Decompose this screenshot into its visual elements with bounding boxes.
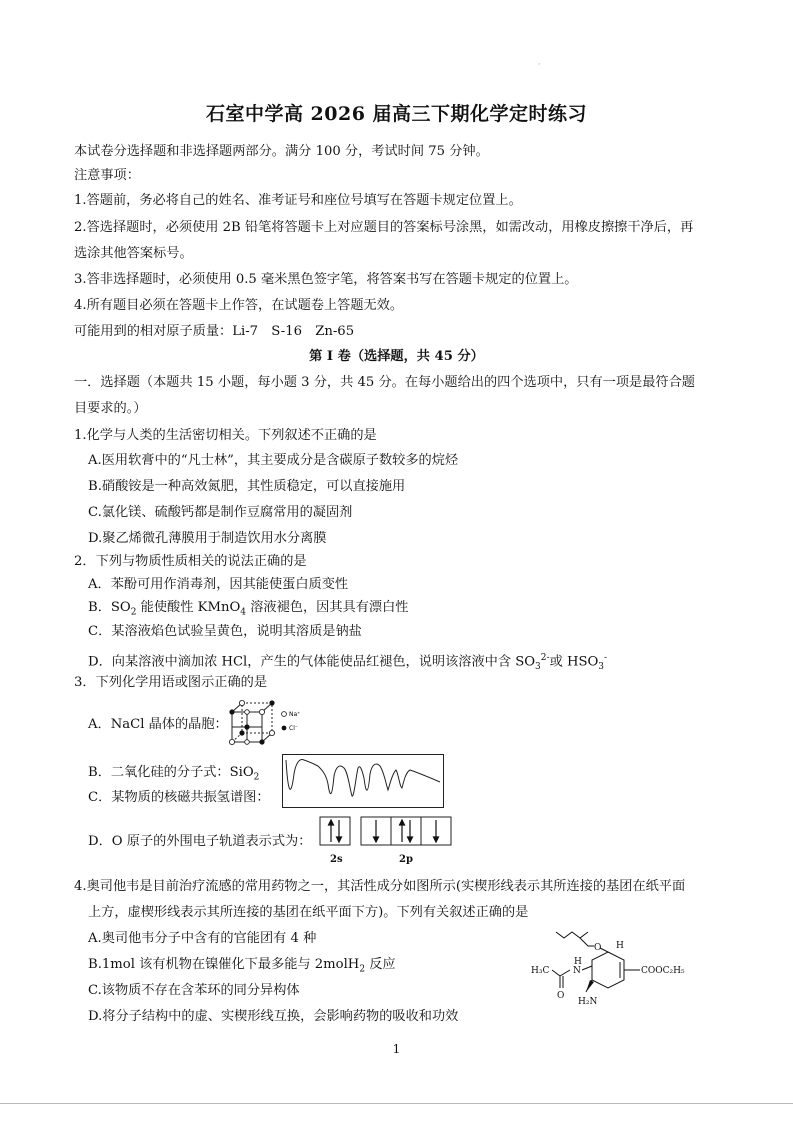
section-title: 第 I 卷（选择题，共 45 分） (309, 349, 484, 364)
q1-option-b: B.硝酸铵是一种高效氮肥，其性质稳定，可以直接施用 (88, 479, 406, 494)
mol-carbonyl-o: O (557, 991, 565, 1001)
q1-option-d: D.聚乙烯微孔薄膜用于制造饮用水分离膜 (88, 531, 327, 546)
q2-option-b: B．$SO_2$ 能使酸性 KMnO$_4$ 溶液褪色，因其具有漂白性 (88, 600, 409, 618)
orbital-label-2s: 2s (330, 854, 343, 865)
q3-option-d: D．O 原子的外围电子轨道表示式为： (88, 834, 312, 849)
nmr-spectrum-figure (282, 754, 444, 808)
q2-stem: 2．下列与物质性质相关的说法正确的是 (74, 554, 307, 569)
mol-o: O (594, 943, 602, 953)
note-3: 3.答非选择题时，必须使用 0.5 毫米黑色签字笔，将答案书写在答题卡规定的位置上。 (74, 272, 578, 287)
q2-option-d: D．向某溶液中滴加浓 HCl，产生的气体能使品红褪色，说明该溶液中含 $SO_3^{2-}$或 $HSO_3^-$ (88, 653, 608, 673)
q1-option-c: C.氯化镁、硫酸钙都是制作豆腐常用的凝固剂 (88, 505, 353, 520)
q4-stem: 4.奥司他韦是目前治疗流感的常用药物之一，其活性成分如图所示(实楔形线表示其所连接的基团在纸平面 (74, 879, 686, 894)
section-instruction-cont: 目要求的。） (74, 401, 147, 416)
page-mark: · (538, 60, 541, 69)
legend-cl: Cl⁻ (289, 725, 299, 732)
q2-option-a: A．苯酚可用作消毒剂，因其能使蛋白质变性 (88, 577, 349, 592)
notes-header: 注意事项： (74, 168, 140, 183)
q3-stem: 3．下列化学用语或图示正确的是 (74, 675, 268, 690)
q4-option-c: C.该物质不存在含苯环的同分异构体 (88, 983, 300, 998)
q1-stem: 1.化学与人类的生活密切相关。下列叙述不正确的是 (74, 428, 377, 443)
page-title: 石室中学高 2026 届高三下期化学定时练习 (205, 103, 588, 125)
q3-option-b: B．二氧化硅的分子式：SiO$_2$ (88, 765, 260, 783)
q4-option-a: A.奥司他韦分子中含有的官能团有 4 种 (88, 931, 317, 946)
note-1: 1.答题前，务必将自己的姓名、准考证号和座位号填写在答题卡规定位置上。 (74, 193, 522, 208)
q1-option-a: A.医用软膏中的“凡士林”，其主要成分是含碳原子数较多的烷烃 (88, 453, 459, 468)
q4-option-b: B.1mol 该有机物在镍催化下最多能与 2molH$_2$ 反应 (88, 957, 396, 975)
legend-na: Na⁺ (289, 711, 301, 718)
atomic-mass: 可能用到的相对原子质量：Li-7 S-16 Zn-65 (74, 324, 355, 339)
page-number: 1 (392, 1042, 401, 1056)
nacl-unit-cell-figure (226, 698, 308, 750)
q3-option-a: A．NaCl 晶体的晶胞： (88, 717, 228, 732)
q3-option-c: C．某物质的核磁共振氢谱图： (88, 790, 270, 805)
q4-stem-cont: 上方，虚楔形线表示其所连接的基团在纸平面下方)。下列有关叙述正确的是 (88, 905, 529, 920)
mol-nh2: H₂N (578, 997, 598, 1007)
intro-text: 本试卷分选择题和非选择题两部分。满分 100 分，考试时间 75 分钟。 (74, 144, 489, 159)
note-2: 2.答选择题时，必须使用 2B 铅笔将答题卡上对应题目的答案标号涂黑，如需改动，用橡皮擦擦干净后，再 (74, 220, 694, 235)
section-instruction: 一．选择题（本题共 15 小题，每小题 3 分，共 45 分。在每小题给出的四个选项中，只有一项是最符合题 (74, 375, 695, 390)
q2-option-c: C．某溶液焰色试验呈黄色，说明其溶质是钠盐 (88, 624, 362, 639)
mol-h: H (616, 941, 624, 951)
orbital-diagram-figure (319, 816, 454, 846)
note-4: 4.所有题目必须在答题卡上作答，在试题卷上答题无效。 (74, 298, 404, 313)
mol-h3c: H₃C (531, 966, 550, 976)
q4-option-d: D.将分子结构中的虚、实楔形线互换，会影响药物的吸收和功效 (88, 1009, 459, 1024)
mol-nh-h: H (574, 957, 582, 967)
footer-divider (0, 1103, 793, 1104)
mol-cooc2h5: COOC₂H₅ (641, 966, 685, 976)
oseltamivir-structure-figure (530, 926, 695, 1018)
orbital-label-2p: 2p (399, 854, 413, 865)
note-2-cont: 选涂其他答案标号。 (74, 246, 193, 261)
mol-n: N (573, 966, 581, 976)
